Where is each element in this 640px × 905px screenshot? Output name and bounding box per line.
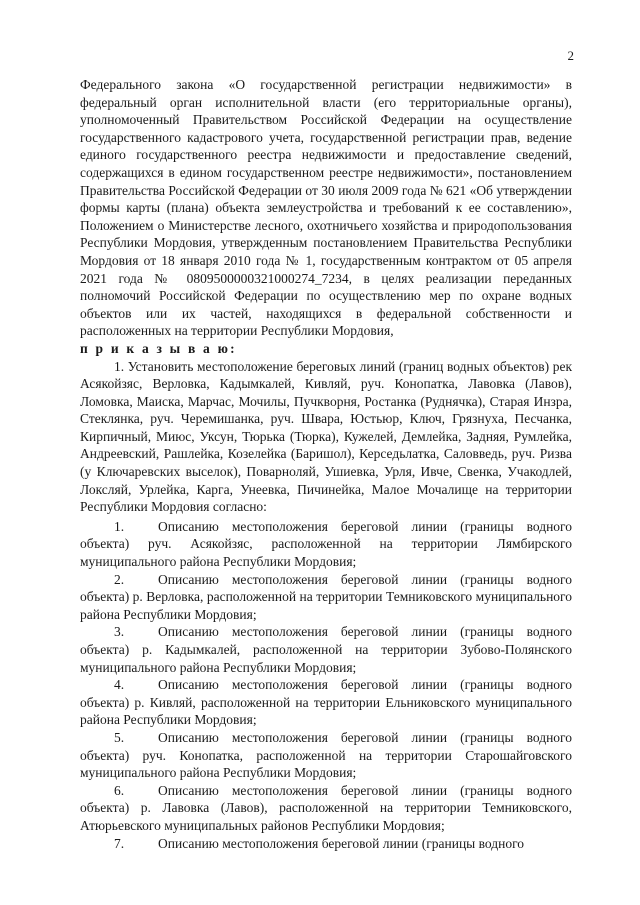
list-item <box>80 571 572 624</box>
list-item <box>80 676 572 729</box>
item-number: 4. <box>114 677 125 693</box>
subitem-list <box>80 518 572 852</box>
item-text: Описанию местоположения береговой линии (границы водного объекта) р. Кадымкалей, расположенной на территории Зубово-Полянского муниципального района Республики Мордовия; <box>80 624 572 675</box>
list-item <box>80 518 572 571</box>
list-item <box>80 782 572 835</box>
item-number: 6. <box>114 782 125 798</box>
item-text: Описанию местоположения береговой линии (границы водного <box>158 835 525 851</box>
list-item <box>80 623 572 676</box>
item-text: Описанию местоположения береговой линии (границы водного объекта) руч. Конопатка, расположенной на территории Старошайговского муниципального района Республики Мордовия; <box>80 729 572 781</box>
point-1-paragraph: 1. Установить местоположение береговых линий (границ водных объектов) рек Асякойзяс, Верловка, Кадымкалей, Кивляй, руч. Конопатка, Лавовка (Лавов), Ломовка, Маиска, Марчас, Мочилы, Пучкворня, Ростанка (Руднячка), Старая Инзра, Стеклянка, руч. Черемишанка, руч. Швара, Юстьюр, Ключ, Грязнуха, Песчанка, Кирпичный, Миюс, Уксун, Тюрька (Тюрка), Кужелей, Демлейка, Задняя, Румлейка, Андреевский, Рашлейка, Козелейка (Баришол), Керседьлатка, Саловведь, руч. Ризва (у Ключаревских выселок), Поварноляй, Ушиевка, Урля, Ивче, Свенка, Учакодлей, Локсляй, Урлейка, Карга, Унеевка, Пичинейка, Малое Мочалище на территории Республики Мордовия согласно: <box>80 358 572 515</box>
page-number: 2 <box>567 48 574 63</box>
list-item <box>80 835 572 853</box>
item-text: Описанию местоположения береговой линии (границы водного объекта) руч. Асякойзяс, расположенной на территории Лямбирского муниципального района Республики Мордовия; <box>80 518 572 570</box>
item-number: 3. <box>114 624 125 640</box>
order-word: п р и к а з ы в а ю: <box>80 340 237 356</box>
item-number: 5. <box>114 729 125 745</box>
list-item <box>80 729 572 782</box>
document-body <box>80 76 572 852</box>
intro-paragraph: Федерального закона «О государственной регистрации недвижимости» в федеральный орган исполнительной власти (его территориальные органы), уполномоченный Правительством Российской Федерации на осуществление государственного кадастрового учета, государственной регистрации прав, ведение единого государственного реестра недвижимости и предоставление сведений, содержащихся в едином государственном реестре недвижимости», постановлением Правительства Российской Федерации от 30 июля 2009 года № 621 «Об утверждении формы карты (плана) объекта землеустройства и требований к ее составлению», Положением о Министерстве лесного, охотничьего хозяйства и природопользования Республики Мордовия, утвержденным постановлением Правительства Республики Мордовия от 18 января 2010 года № 1, государственным контрактом от 05 апреля 2021 года № 0809500000321000274_7234, в целях реализации переданных полномочий Российской Федерации по осуществлению мер по охране водных объектов или их частей, находящихся в федеральной собственности и расположенных на территории Республики Мордовия, <box>80 77 572 339</box>
item-text: Описанию местоположения береговой линии (границы водного объекта) р. Верловка, расположенной на территории Темниковского муниципального района Республики Мордовия; <box>80 571 572 622</box>
item-number: 7. <box>114 835 125 851</box>
item-number: 1. <box>114 518 125 534</box>
item-text: Описанию местоположения береговой линии (границы водного объекта) р. Кивляй, расположенной на территории Ельниковского муниципального района Республики Мордовия; <box>80 677 572 728</box>
item-number: 2. <box>114 571 125 587</box>
item-text: Описанию местоположения береговой линии (границы водного объекта) р. Лавовка (Лавов), расположенной на территории Темниковского, Атюрьевского муниципальных районов Республики Мордовия; <box>80 782 572 833</box>
